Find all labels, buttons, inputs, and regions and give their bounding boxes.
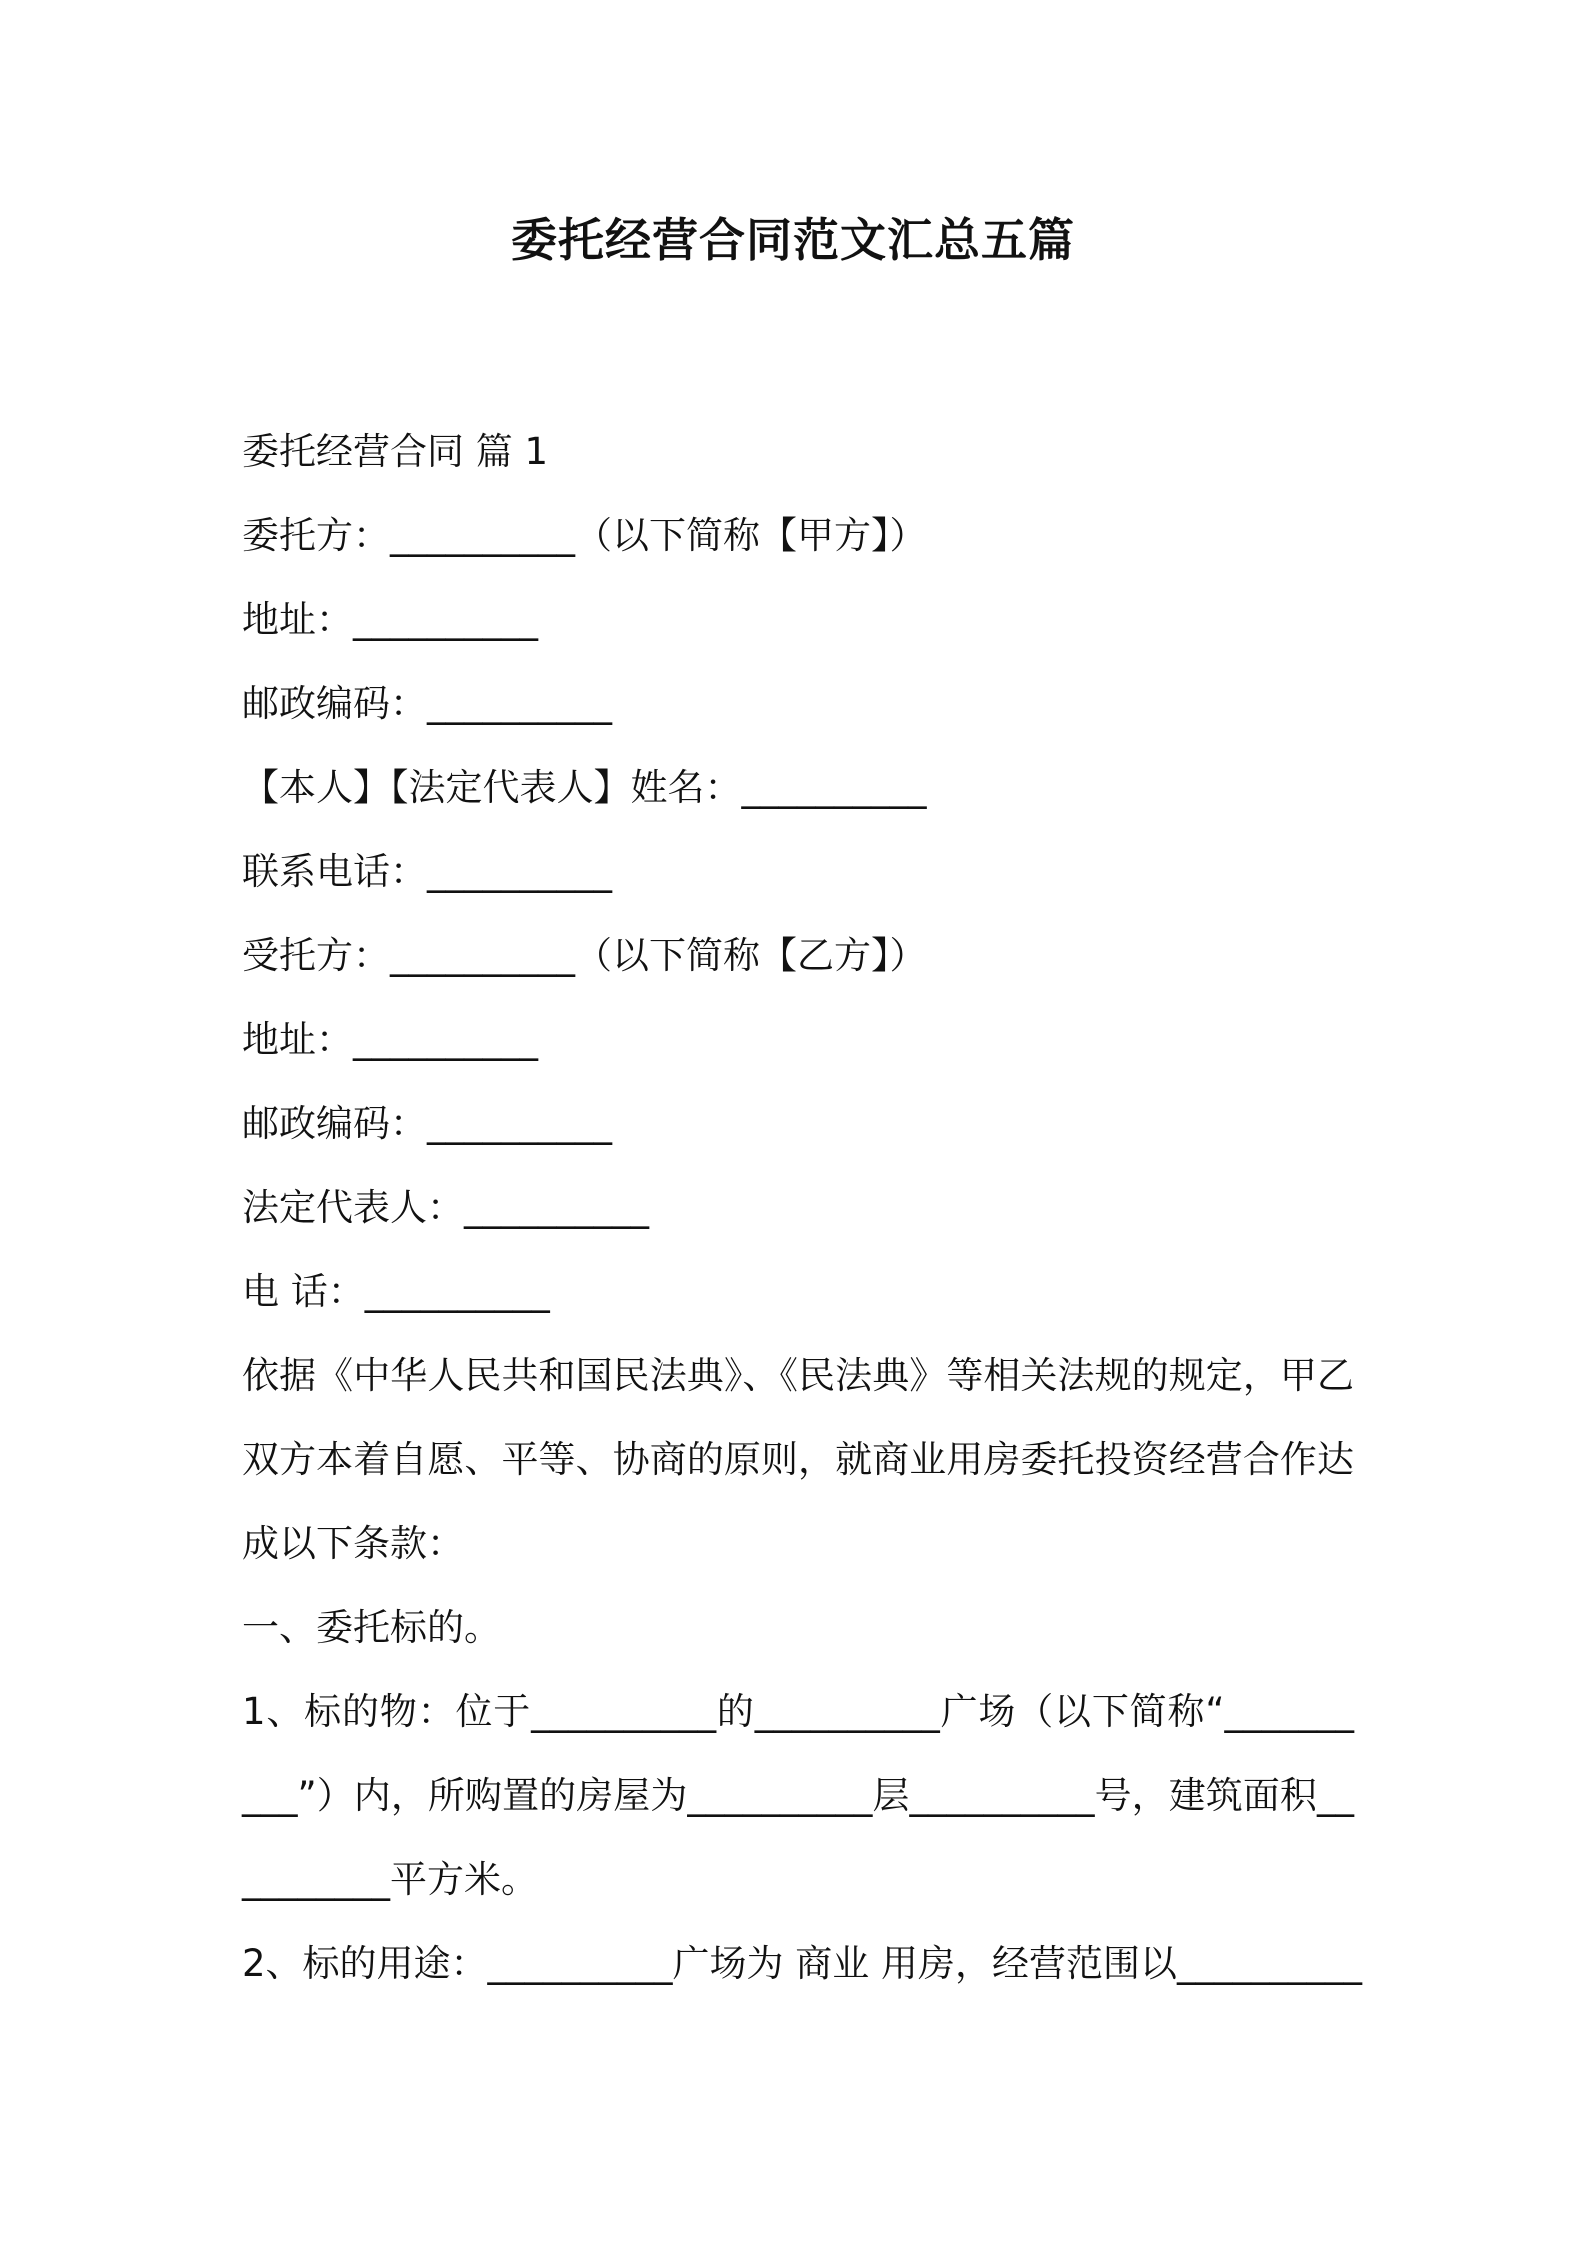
- principal-line: 委托方：__________（以下简称【甲方】）: [242, 514, 927, 557]
- principal-representative-line: 【本人】【法定代表人】姓名：__________: [242, 766, 927, 809]
- clause-paragraph: 2、标的用途：__________广场为 商业 用房，经营范围以__________: [242, 1942, 1363, 1985]
- clause-paragraph: 1、标的物：位于__________的__________广场（以下简称“__________”）内，所购置的房屋为__________层__________号，建筑面积__________平方米。: [242, 1690, 1354, 1901]
- section-heading: 一、委托标的。: [242, 1606, 501, 1649]
- contract-heading: 委托经营合同 篇 1: [242, 430, 549, 473]
- preamble-paragraph: 依据《中华人民共和国民法典》、《民法典》等相关法规的规定，甲乙双方本着自愿、平等、协商的原则，就商业用房委托投资经营合作达成以下条款：: [242, 1354, 1354, 1565]
- principal-phone-line: 联系电话：__________: [242, 850, 612, 893]
- agent-representative-line: 法定代表人：__________: [242, 1186, 649, 1229]
- document-title: 委托经营合同范文汇总五篇: [511, 213, 1075, 267]
- principal-address-line: 地址：__________: [242, 598, 538, 641]
- agent-line: 受托方：__________（以下简称【乙方】）: [242, 934, 927, 977]
- principal-postcode-line: 邮政编码：__________: [242, 682, 612, 725]
- agent-postcode-line: 邮政编码：__________: [242, 1102, 612, 1145]
- document-body: [242, 410, 1363, 2006]
- agent-phone-line: 电 话：__________: [242, 1270, 550, 1313]
- agent-address-line: 地址：__________: [242, 1018, 538, 1061]
